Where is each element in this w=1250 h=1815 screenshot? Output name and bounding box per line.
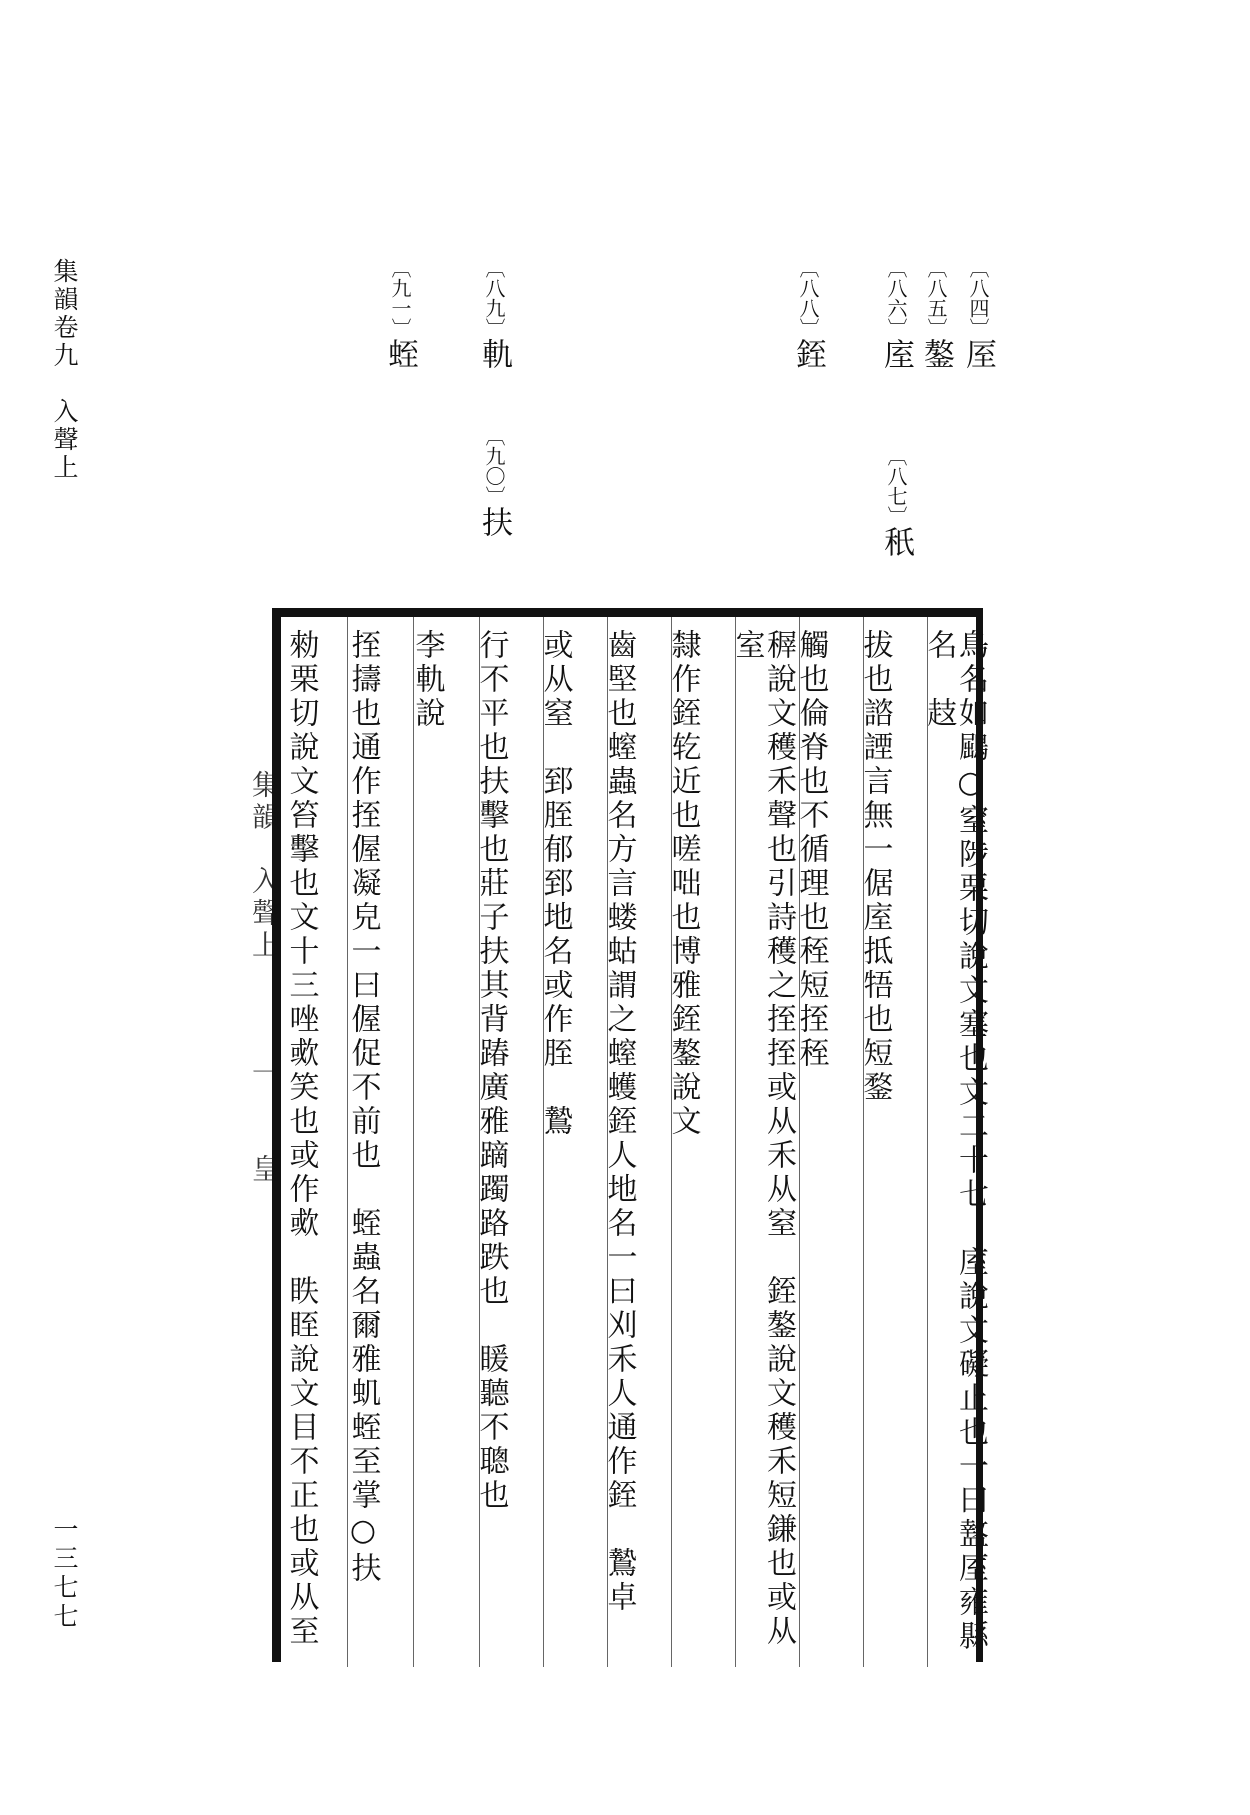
running-head: 集韻卷九 入聲上	[50, 258, 79, 482]
collation-note: 〔八七〕秖	[878, 446, 914, 559]
text-column: 鳥名如鶌○窒陟栗切說文塞也文二十七 庢說文礙止也一曰盩厔雍縣名 䞚	[921, 629, 988, 1654]
text-column: 觸也倫脊也不循理也秷短挃秷	[793, 629, 829, 1071]
text-column: 隸作銍䢀近也嗟咄也博雅銍鏊說文	[665, 629, 701, 1139]
collation-note: 〔八四〕厔	[960, 258, 996, 371]
collation-note: 〔八八〕銍	[790, 258, 826, 371]
page-number: 一三七七	[50, 1516, 79, 1632]
text-column: 齒堅也螲蟲名方言蝼蛄謂之螲蠖銍人地名一曰刈禾人通作銍 鷙卓	[601, 629, 637, 1615]
text-column: 挃擣也通作挃偓凝皃一曰偓促不前也 蛭蟲名爾雅虮蛭至掌○扶	[345, 629, 381, 1586]
text-column: 或从窒 郅胵郁郅地名或作胵 鷙	[537, 629, 573, 1139]
collation-note: 〔八六〕庢	[878, 258, 914, 371]
collation-note: 〔八九〕軌	[476, 258, 512, 371]
collation-note: 〔八五〕鏊	[918, 258, 954, 371]
print-block	[272, 608, 988, 1662]
collation-note: 〔九一〕蛭	[382, 258, 418, 371]
collation-note: 〔九〇〕扶	[476, 426, 512, 539]
text-column: 李軌說	[409, 629, 445, 731]
text-column: 拔也諮諲言無一倨庢抵牾也短鍪	[857, 629, 893, 1105]
text-column: 行不平也扶擊也莊子扶其背踳廣雅蹢躅路跌也 䁔聽不聰也	[473, 629, 509, 1513]
text-column: 稺說文穫禾聲也引詩穫之挃挃或从禾从窒 銍鏊說文穫禾短鎌也或从室	[729, 629, 796, 1649]
text-column: 勑栗切說文笞擊也文十三唑㰲笑也或作㰲 眣眰說文目不正也或从至	[283, 629, 319, 1649]
block-margin-label: 集韻 入聲上 一 皇	[248, 770, 281, 1186]
